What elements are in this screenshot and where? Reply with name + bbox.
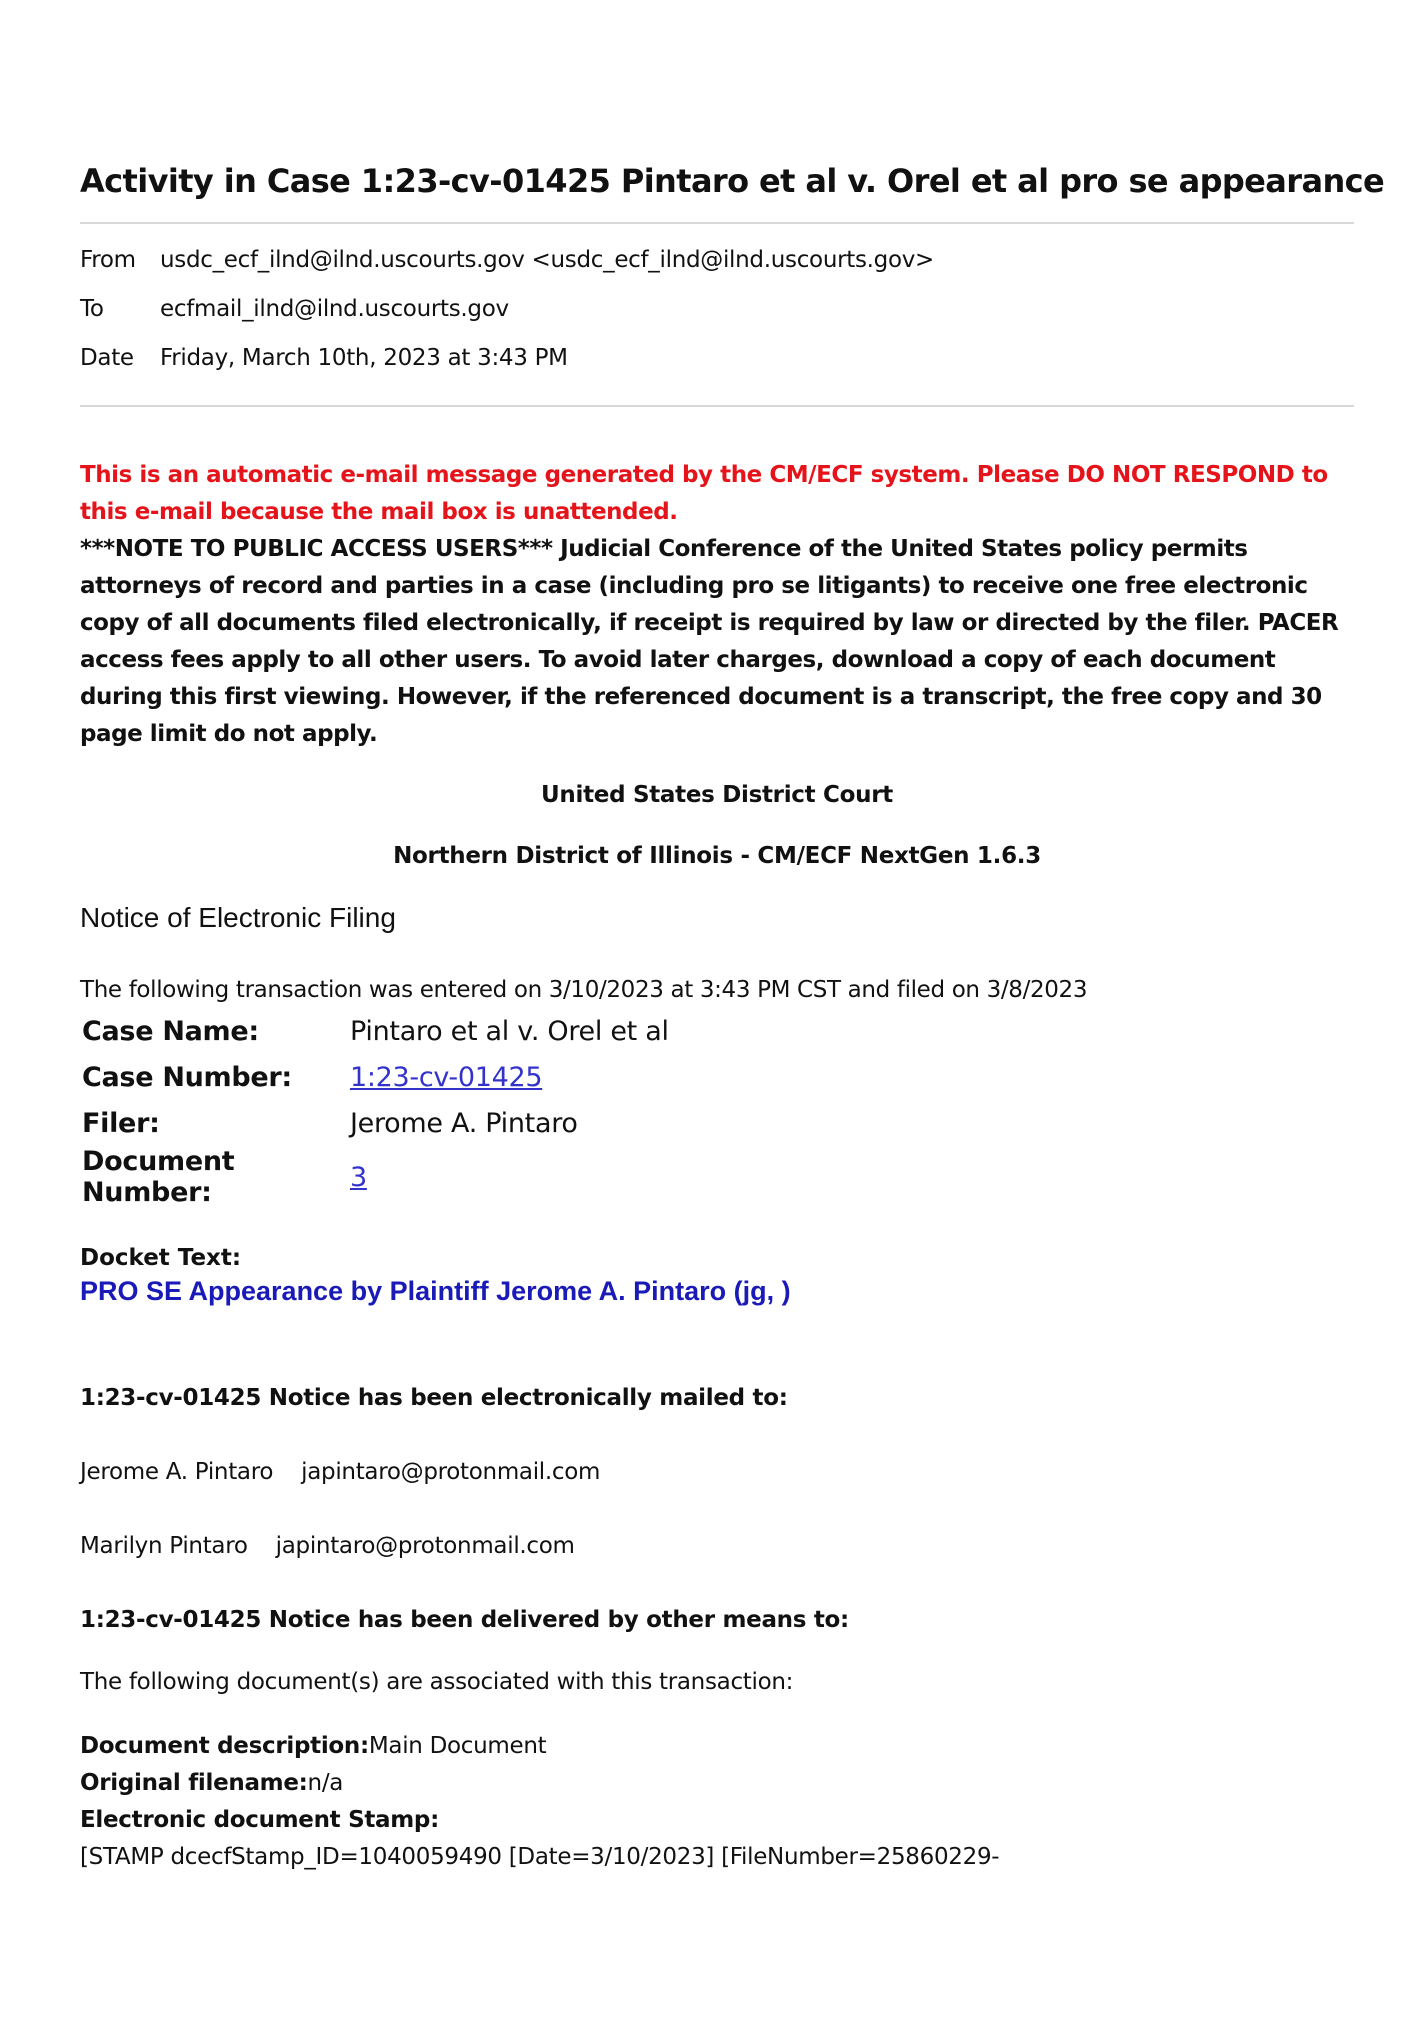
recipient-name: Marilyn Pintaro [80,1533,248,1559]
docket-text-label: Docket Text: [80,1245,242,1271]
header-from-row [80,236,1354,285]
document-info [80,1728,1354,1876]
header-to-row [80,285,1354,334]
header-date-row [80,334,1354,383]
document-number-label: Document Number: [82,1146,235,1208]
mailed-to-label: 1:23-cv-01425 Notice has been electronically mailed to: [80,1385,788,1411]
original-filename-value: n/a [307,1770,344,1796]
header-to-value: ecfmail_ilnd@ilnd.uscourts.gov [160,296,509,322]
delivered-other-means-label: 1:23-cv-01425 Notice has been delivered by other means to: [80,1607,849,1633]
case-number-label: Case Number: [82,1061,292,1093]
filer-row [80,1100,669,1146]
associated-documents-line: The following document(s) are associated with this transaction: [80,1669,794,1695]
doc-description-label: Document description: [80,1733,369,1759]
case-info-table [80,1008,669,1208]
header-date-label: Date [80,345,134,371]
doc-description-value: Main Document [368,1733,547,1759]
case-number-row [80,1054,669,1100]
document-number-link[interactable]: 3 [350,1161,367,1193]
case-name-label: Case Name: [82,1015,259,1047]
header-from-value: usdc_ecf_ilnd@ilnd.uscourts.gov <usdc_ecf_ilnd@ilnd.uscourts.gov> [160,247,935,273]
header-date-value: Friday, March 10th, 2023 at 3:43 PM [160,345,568,371]
nef-title: Notice of Electronic Filing [80,902,396,933]
transaction-line: The following transaction was entered on 3/10/2023 at 3:43 PM CST and filed on 3/8/2023 [80,977,1088,1003]
email-page [80,160,1385,1876]
doc-description-row [80,1728,1354,1765]
auto-message-warning: This is an automatic e-mail message generated by the CM/ECF system. Please DO NOT RESPOND to this e-mail because the mail box is unattended. [80,462,1328,525]
recipient-name: Jerome A. Pintaro [80,1459,274,1485]
case-name-row [80,1008,669,1054]
case-number-link[interactable]: 1:23-cv-01425 [350,1061,543,1093]
recipient-row [80,1456,1354,1488]
header-to-label: To [80,296,104,322]
original-filename-label: Original filename: [80,1770,308,1796]
email-body [80,407,1354,1876]
document-number-row [80,1146,669,1208]
email-subject: Activity in Case 1:23-cv-01425 Pintaro et al v. Orel et al pro se appearance [80,162,1385,200]
court-name: United States District Court [541,782,893,808]
recipient-email: japintaro@protonmail.com [275,1533,575,1559]
email-header-fields [80,224,1354,405]
case-name-value: Pintaro et al v. Orel et al [350,1015,669,1047]
recipient-email: japintaro@protonmail.com [301,1459,601,1485]
public-access-note: ***NOTE TO PUBLIC ACCESS USERS*** Judicial Conference of the United States policy permits attorneys of record and parties in a case (including pro se litigants) to receive one free electronic copy of all documents filed electronically, if receipt is required by law or directed by the filer. PACER access fees apply to all other users. To avoid later charges, download a copy of each document during this first viewing. However, if the referenced document is a transcript, the free copy and 30 page limit do not apply. [80,536,1339,747]
docket-text: PRO SE Appearance by Plaintiff Jerome A. Pintaro (jg, ) [80,1276,791,1306]
filer-label: Filer: [82,1107,160,1139]
recipient-row [80,1530,1354,1562]
district-name: Northern District of Illinois - CM/ECF NextGen 1.6.3 [393,843,1041,869]
filer-value: Jerome A. Pintaro [350,1107,578,1139]
header-from-label: From [80,247,136,273]
stamp-label: Electronic document Stamp: [80,1807,439,1833]
stamp-value: [STAMP dcecfStamp_ID=1040059490 [Date=3/10/2023] [FileNumber=25860229- [80,1844,1000,1870]
original-filename-row [80,1765,1354,1802]
